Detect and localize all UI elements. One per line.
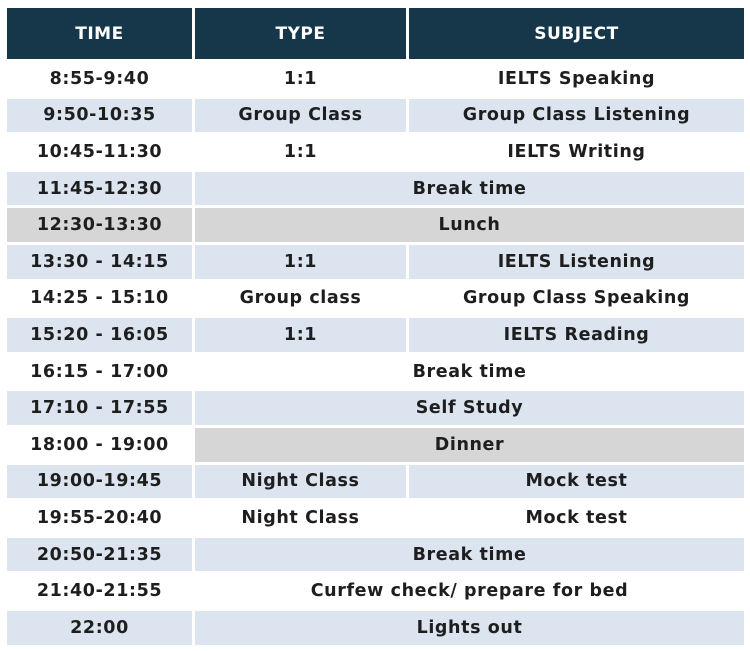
time-cell: 9:50-10:35	[7, 99, 192, 133]
activity-cell: Curfew check/ prepare for bed	[195, 574, 744, 608]
table-row	[7, 611, 744, 645]
activity-cell: Lights out	[195, 611, 744, 645]
time-cell: 13:30 - 14:15	[7, 245, 192, 279]
subject-cell: Group Class Speaking	[409, 282, 744, 316]
type-cell: Group class	[195, 282, 406, 316]
subject-cell: IELTS Listening	[409, 245, 744, 279]
time-cell: 16:15 - 17:00	[7, 355, 192, 389]
type-cell: Night Class	[195, 501, 406, 535]
time-cell: 21:40-21:55	[7, 574, 192, 608]
table-row	[7, 62, 744, 96]
header-subject: SUBJECT	[409, 8, 744, 59]
time-cell: 18:00 - 19:00	[7, 428, 192, 462]
time-cell: 19:55-20:40	[7, 501, 192, 535]
time-cell: 8:55-9:40	[7, 62, 192, 96]
subject-cell: Group Class Listening	[409, 99, 744, 133]
table-row	[7, 538, 744, 572]
type-cell: 1:1	[195, 245, 406, 279]
activity-cell: Dinner	[195, 428, 744, 462]
activity-cell: Lunch	[195, 208, 744, 242]
subject-cell: Mock test	[409, 465, 744, 499]
time-cell: 17:10 - 17:55	[7, 391, 192, 425]
type-cell: 1:1	[195, 135, 406, 169]
schedule-table	[4, 5, 747, 648]
subject-cell: IELTS Speaking	[409, 62, 744, 96]
type-cell: Group Class	[195, 99, 406, 133]
activity-cell: Break time	[195, 172, 744, 206]
time-cell: 12:30-13:30	[7, 208, 192, 242]
table-row	[7, 135, 744, 169]
table-row	[7, 355, 744, 389]
activity-cell: Break time	[195, 538, 744, 572]
subject-cell: IELTS Writing	[409, 135, 744, 169]
table-row	[7, 208, 744, 242]
header-row	[7, 8, 744, 59]
table-row	[7, 245, 744, 279]
time-cell: 11:45-12:30	[7, 172, 192, 206]
time-cell: 20:50-21:35	[7, 538, 192, 572]
time-cell: 19:00-19:45	[7, 465, 192, 499]
table-row	[7, 318, 744, 352]
activity-cell: Break time	[195, 355, 744, 389]
header-type: TYPE	[195, 8, 406, 59]
table-row	[7, 99, 744, 133]
table-row	[7, 428, 744, 462]
subject-cell: IELTS Reading	[409, 318, 744, 352]
header-time: TIME	[7, 8, 192, 59]
type-cell: Night Class	[195, 465, 406, 499]
table-row	[7, 391, 744, 425]
table-row	[7, 574, 744, 608]
table-row	[7, 465, 744, 499]
table-row	[7, 501, 744, 535]
type-cell: 1:1	[195, 318, 406, 352]
time-cell: 15:20 - 16:05	[7, 318, 192, 352]
activity-cell: Self Study	[195, 391, 744, 425]
table-row	[7, 172, 744, 206]
time-cell: 14:25 - 15:10	[7, 282, 192, 316]
time-cell: 10:45-11:30	[7, 135, 192, 169]
subject-cell: Mock test	[409, 501, 744, 535]
time-cell: 22:00	[7, 611, 192, 645]
table-row	[7, 282, 744, 316]
type-cell: 1:1	[195, 62, 406, 96]
